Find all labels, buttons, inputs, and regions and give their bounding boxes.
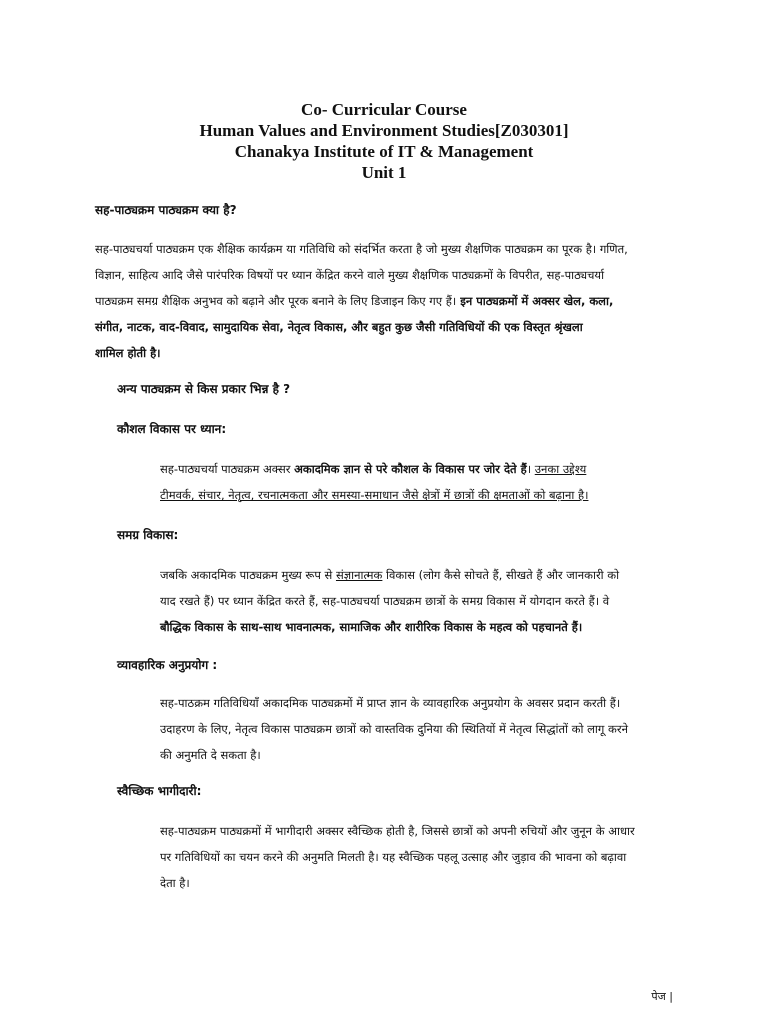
holistic-line-1-text: जबकि अकादमिक पाठ्यक्रम मुख्य रूप से: [160, 568, 336, 582]
intro-line-4: संगीत, नाटक, वाद-विवाद, सामुदायिक सेवा, नेतृत्व विकास, और बहुत कुछ जैसी गतिविधियों की एक विस्तृत श्रृंखला: [95, 320, 583, 334]
intro-line-5: शामिल होती है।: [95, 346, 161, 360]
heading-skill-development: कौशल विकास पर ध्यान:: [117, 422, 227, 436]
document-title: [0, 99, 768, 183]
paragraph-holistic: [160, 562, 700, 640]
heading-voluntary-participation: स्वैच्छिक भागीदारी:: [117, 784, 202, 798]
section-heading-difference: अन्य पाठ्यक्रम से किस प्रकार भिन्न है ?: [117, 382, 291, 396]
paragraph-practical: [160, 690, 700, 768]
paragraph-skill: [160, 456, 700, 508]
intro-line-3-bold: इन पाठ्यक्रमों में अक्सर खेल, कला,: [456, 294, 614, 308]
intro-line-3-text: पाठ्यक्रम समग्र शैक्षिक अनुभव को बढ़ाने और पूरक बनाने के लिए डिजाइन किए गए हैं।: [95, 294, 457, 308]
holistic-line-1-underlined: संज्ञानात्मक: [335, 568, 383, 582]
holistic-line-1-rest: विकास (लोग कैसे सोचते हैं, सीखते हैं और जानकारी को: [382, 568, 620, 582]
voluntary-line-3: देता है।: [160, 876, 190, 890]
skill-line-1-text: सह-पाठ्यचर्या पाठ्यक्रम अक्सर: [160, 462, 295, 476]
holistic-line-3: बौद्धिक विकास के साथ-साथ भावनात्मक, सामाजिक और शारीरिक विकास के महत्व को पहचानते हैं।: [160, 620, 583, 634]
institute-name: Chanakya Institute of IT & Management: [234, 142, 534, 161]
paragraph-intro: [95, 236, 695, 366]
skill-line-1-bold: अकादमिक ज्ञान से परे कौशल के विकास पर जोर देते हैं: [294, 462, 527, 476]
voluntary-line-2: पर गतिविधियों का चयन करने की अनुमति मिलती है। यह स्वैच्छिक पहलू उत्साह और जुड़ाव की भावना को बढ़ावा: [160, 850, 627, 864]
holistic-line-2: याद रखते हैं) पर ध्यान केंद्रित करते हैं, सह-पाठ्यचर्या पाठ्यक्रम छात्रों के समग्र विकास में योगदान करते हैं। वे: [160, 594, 610, 608]
intro-line-3: [95, 288, 695, 314]
skill-line-1-underlined: उनका उद्देश्य: [534, 462, 587, 476]
unit-label: Unit 1: [361, 163, 407, 182]
paragraph-voluntary: [160, 818, 700, 896]
course-type: Co- Curricular Course: [301, 100, 467, 119]
intro-line-1: सह-पाठ्यचर्या पाठ्यक्रम एक शैक्षिक कार्यक्रम या गतिविधि को संदर्भित करता है जो मुख्य शैक्षणिक पाठ्यक्रम का पूरक है। गणित,: [95, 242, 628, 256]
page-footer: पेज |: [651, 990, 673, 1003]
section-heading-what-is: सह-पाठ्यक्रम पाठ्यक्रम क्या है?: [95, 203, 237, 217]
holistic-line-1: [160, 562, 700, 588]
practical-line-1: सह-पाठक्रम गतिविधियाँ अकादमिक पाठ्यक्रमों में प्राप्त ज्ञान के व्यावहारिक अनुप्रयोग के अवसर प्रदान करती हैं।: [160, 696, 621, 710]
heading-holistic-development: समग्र विकास:: [117, 528, 179, 542]
voluntary-line-1: सह-पाठ्यक्रम पाठ्यक्रमों में भागीदारी अक्सर स्वैच्छिक होती है, जिससे छात्रों को अपनी रुचियों और जुनून के आधार: [160, 824, 635, 838]
heading-practical-application: व्यावहारिक अनुप्रयोग :: [117, 658, 218, 672]
skill-line-2: टीमवर्क, संचार, नेतृत्व, रचनात्मकता और समस्या-समाधान जैसे क्षेत्रों में छात्रों की क्षमताओं को बढ़ाना है।: [160, 488, 589, 502]
practical-line-2: उदाहरण के लिए, नेतृत्व विकास पाठ्यक्रम छात्रों को वास्तविक दुनिया की स्थितियों में नेतृत्व सिद्धांतों को लागू करने: [160, 722, 628, 736]
course-name: Human Values and Environment Studies[Z030301]: [199, 121, 569, 140]
practical-line-3: की अनुमति दे सकता है।: [160, 748, 261, 762]
skill-line-1-sep: ।: [526, 462, 535, 476]
intro-line-2: विज्ञान, साहित्य आदि जैसे पारंपरिक विषयों पर ध्यान केंद्रित करने वाले मुख्य शैक्षणिक पाठ्यक्रमों के विपरीत, सह-पाठ्यचर्या: [95, 268, 605, 282]
skill-line-1: [160, 456, 700, 482]
